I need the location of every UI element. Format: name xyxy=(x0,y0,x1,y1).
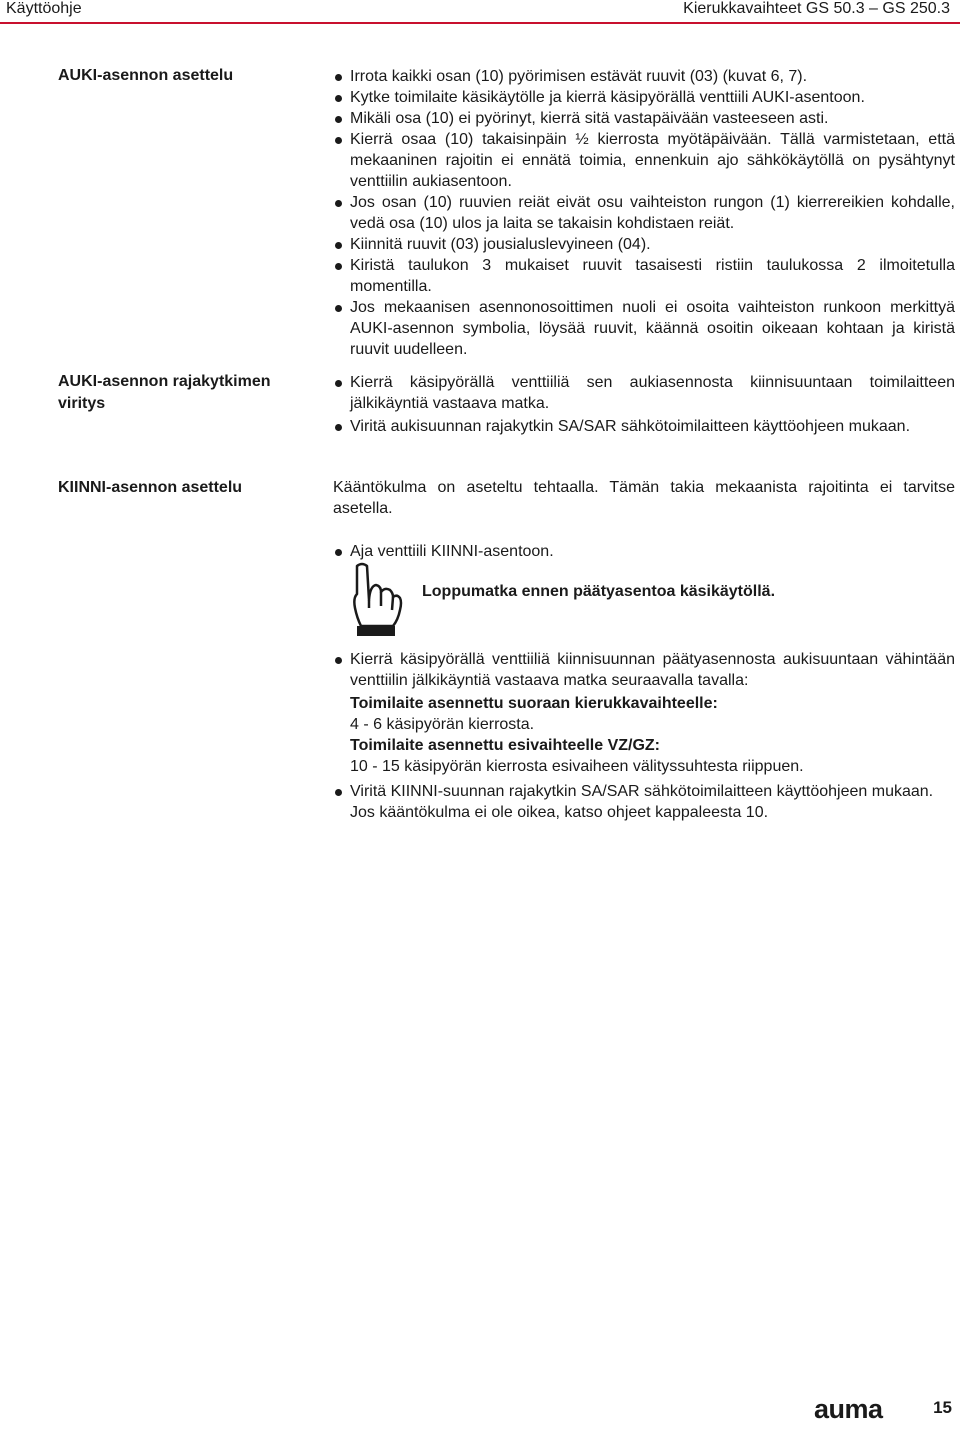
sub-title-direct: Toimilaite asennettu suoraan kierukkavaihteelle: xyxy=(350,695,718,712)
sub-title-pre-gear: Toimilaite asennettu esivaihteelle VZ/GZ: xyxy=(350,737,661,754)
section-title-open-setting: AUKI-asennon asettelu xyxy=(58,67,234,84)
list-item: Aja venttiili KIINNI-asentoon. xyxy=(333,541,955,562)
auma-logo xyxy=(814,1396,910,1422)
page-footer xyxy=(752,1392,952,1432)
hand-pointing-icon xyxy=(345,560,407,642)
close-setting-list-2 xyxy=(333,649,955,823)
list-item xyxy=(333,781,955,823)
section-close-setting-cont xyxy=(333,649,955,823)
list-item: Kierrä osaa (10) takaisinpäin ½ kierrosta myötäpäivään. Tällä varmistetaan, että mekaaninen rajoitin ei ennätä toimia, ennenkuin ajo sähkökäytöllä on pysähtynyt venttiilin aukiasentoon. xyxy=(333,129,955,192)
page-number: 15 xyxy=(933,1398,952,1417)
note-box xyxy=(345,560,945,645)
list-item: Mikäli osa (10) ei pyörinyt, kierrä sitä vastapäivään vasteeseen asti. xyxy=(333,108,955,129)
header-rule xyxy=(0,22,960,24)
list-item: Jos osan (10) ruuvien reiät eivät osu vaihteiston rungon (1) kierrereikien kohdalle, vedä osa (10) ulos ja laita se takaisin kohdistaen reiät. xyxy=(333,192,955,234)
section-title-close-setting: KIINNI-asennon asettelu xyxy=(58,479,243,496)
header-doc-type: Käyttöohje xyxy=(6,0,82,17)
sub-text-pre-gear: 10 - 15 käsipyörän kierrosta esivaiheen välityssuhtesta riippuen. xyxy=(350,758,804,775)
section-open-setting xyxy=(333,66,955,360)
section-title-limit-switch: AUKI-asennon rajakytkimen viritys xyxy=(58,373,271,412)
close-step-text: Kierrä käsipyörällä venttiiliä kiinnisuunnan päätyasennosta aukisuuntaan vähintään venttiilin jälkikäyntiä vastaava matka seuraavalla tavalla: xyxy=(350,651,955,689)
list-item: Kierrä käsipyörällä venttiiliä sen aukiasennosta kiinnisuuntaan toimilaitteen jälkikäyntiä vastaava matka. xyxy=(333,372,955,414)
svg-text:auma: auma xyxy=(814,1396,883,1422)
section-limit-switch xyxy=(333,372,955,437)
list-item: Kiristä taulukon 3 mukaiset ruuvit tasaisesti ristiin taulukossa 2 ilmoitetulla momentilla. xyxy=(333,255,955,297)
list-item: Kiinnitä ruuvit (03) jousialuslevyineen (04). xyxy=(333,234,955,255)
header-product: Kierukkavaihteet GS 50.3 – GS 250.3 xyxy=(683,0,950,17)
close-step-text: Viritä KIINNI-suunnan rajakytkin SA/SAR sähkötoimilaitteen käyttöohjeen mukaan. xyxy=(350,783,934,800)
list-item: Kytke toimilaite käsikäytölle ja kierrä käsipyörällä venttiili AUKI-asentoon. xyxy=(333,87,955,108)
close-setting-list-1 xyxy=(333,541,955,562)
close-setting-intro: Kääntökulma on aseteltu tehtaalla. Tämän takia mekaanista rajoitinta ei tarvitse asetella. xyxy=(333,479,955,517)
list-item: Jos mekaanisen asennonosoittimen nuoli ei osoita vaihteiston runkoon merkittyä AUKI-asennon symbolia, löysää ruuvit, käännä osoitin oikeaan kohtaan ja kiristä ruuvit uudelleen. xyxy=(333,297,955,360)
list-item: Viritä aukisuunnan rajakytkin SA/SAR sähkötoimilaitteen käyttöohjeen mukaan. xyxy=(333,416,955,437)
limit-switch-list xyxy=(333,372,955,437)
list-item: Irrota kaikki osan (10) pyörimisen estävät ruuvit (03) (kuvat 6, 7). xyxy=(333,66,955,87)
page-header xyxy=(0,0,960,22)
close-step-extra: Jos kääntökulma ei ole oikea, katso ohjeet kappaleesta 10. xyxy=(350,804,769,821)
open-setting-list xyxy=(333,66,955,360)
note-text: Loppumatka ennen päätyasentoa käsikäytöllä. xyxy=(422,583,776,600)
list-item xyxy=(333,649,955,777)
section-close-setting xyxy=(333,477,955,562)
sub-text-direct: 4 - 6 käsipyörän kierrosta. xyxy=(350,716,535,733)
